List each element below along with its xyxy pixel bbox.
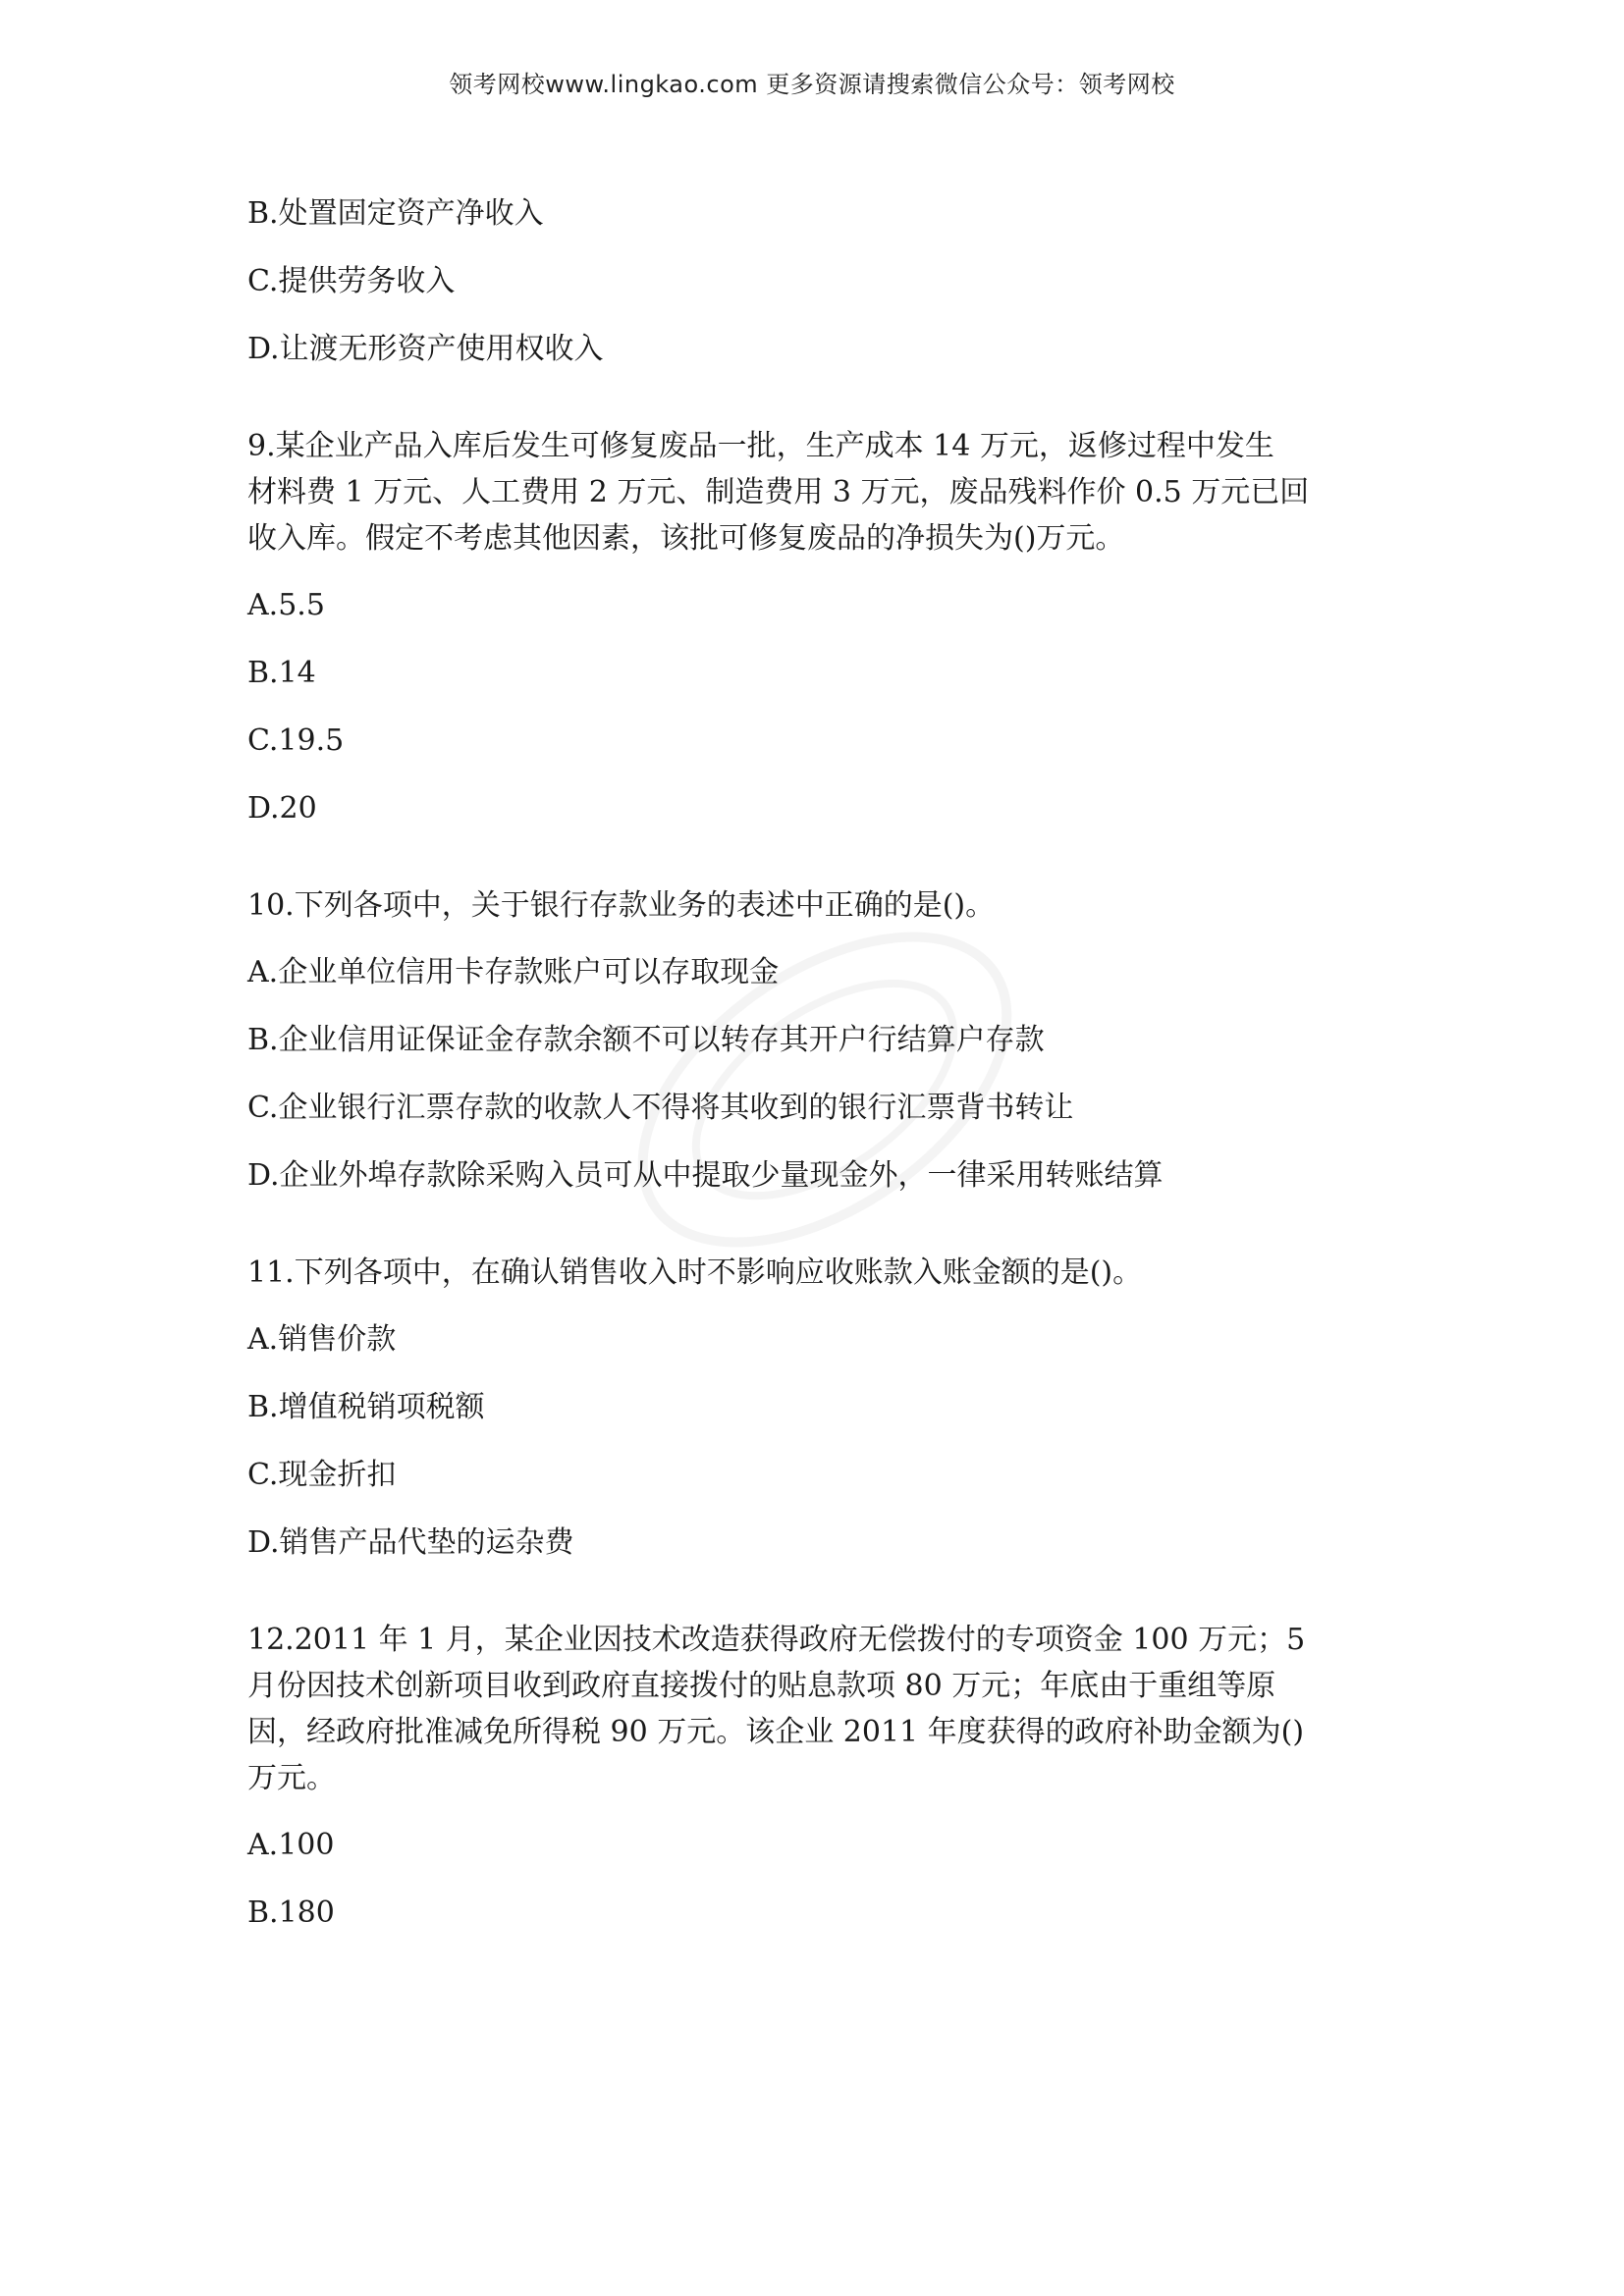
- question-9: [247, 423, 1386, 831]
- option-b: B.处置固定资产净收入: [247, 196, 544, 231]
- question-stem: [247, 882, 1386, 929]
- option-c: C.企业银行汇票存款的收款人不得将其收到的银行汇票背书转让: [247, 1091, 1074, 1125]
- previous-question-options: [247, 191, 1386, 372]
- question-10: [247, 882, 1386, 1199]
- option-a: A.100: [247, 1828, 335, 1862]
- option-d: D.销售产品代垫的运杂费: [247, 1525, 574, 1560]
- option-d: D.企业外埠存款除采购入员可从中提取少量现金外，一律采用转账结算: [247, 1158, 1164, 1193]
- stem-line: 材料费 1 万元、人工费用 2 万元、制造费用 3 万元，废品残料作价 0.5 万元已回: [247, 475, 1310, 509]
- option-d: D.20: [247, 791, 317, 826]
- stem-line: 10.下列各项中，关于银行存款业务的表述中正确的是()。: [247, 888, 996, 923]
- question-11: [247, 1250, 1386, 1566]
- stem-line: 月份因技术创新项目收到政府直接拨付的贴息款项 80 万元；年底由于重组等原: [247, 1669, 1276, 1703]
- option-b: B.企业信用证保证金存款余额不可以转存其开户行结算户存款: [247, 1023, 1045, 1057]
- stem-line: 收入库。假定不考虑其他因素，该批可修复废品的净损失为()万元。: [247, 521, 1125, 556]
- option-b: B.增值税销项税额: [247, 1390, 485, 1424]
- option-a: A.企业单位信用卡存款账户可以存取现金: [247, 955, 780, 989]
- page-header: 领考网校www.lingkao.com 更多资源请搜索微信公众号：领考网校: [449, 71, 1175, 98]
- option-b: B.180: [247, 1896, 335, 1930]
- option-c: C.提供劳务收入: [247, 264, 456, 298]
- stem-line: 万元。: [247, 1761, 336, 1795]
- option-c: C.19.5: [247, 723, 345, 758]
- stem-line: 9.某企业产品入库后发生可修复废品一批，生产成本 14 万元，返修过程中发生: [247, 429, 1274, 463]
- stem-line: 11.下列各项中，在确认销售收入时不影响应收账款入账金额的是()。: [247, 1255, 1143, 1290]
- option-c: C.现金折扣: [247, 1458, 397, 1492]
- question-12: [247, 1617, 1386, 1936]
- option-b: B.14: [247, 656, 316, 690]
- question-stem: [247, 1250, 1386, 1296]
- stem-line: 因，经政府批准减免所得税 90 万元。该企业 2011 年度获得的政府补助金额为(): [247, 1715, 1305, 1749]
- question-stem: [247, 1617, 1386, 1801]
- option-a: A.5.5: [247, 588, 325, 622]
- stem-line: 12.2011 年 1 月，某企业因技术改造获得政府无偿拨付的专项资金 100 万元；5: [247, 1623, 1306, 1657]
- option-a: A.销售价款: [247, 1322, 397, 1357]
- question-stem: [247, 423, 1386, 561]
- option-d: D.让渡无形资产使用权收入: [247, 332, 604, 366]
- document-body: [247, 191, 1386, 1958]
